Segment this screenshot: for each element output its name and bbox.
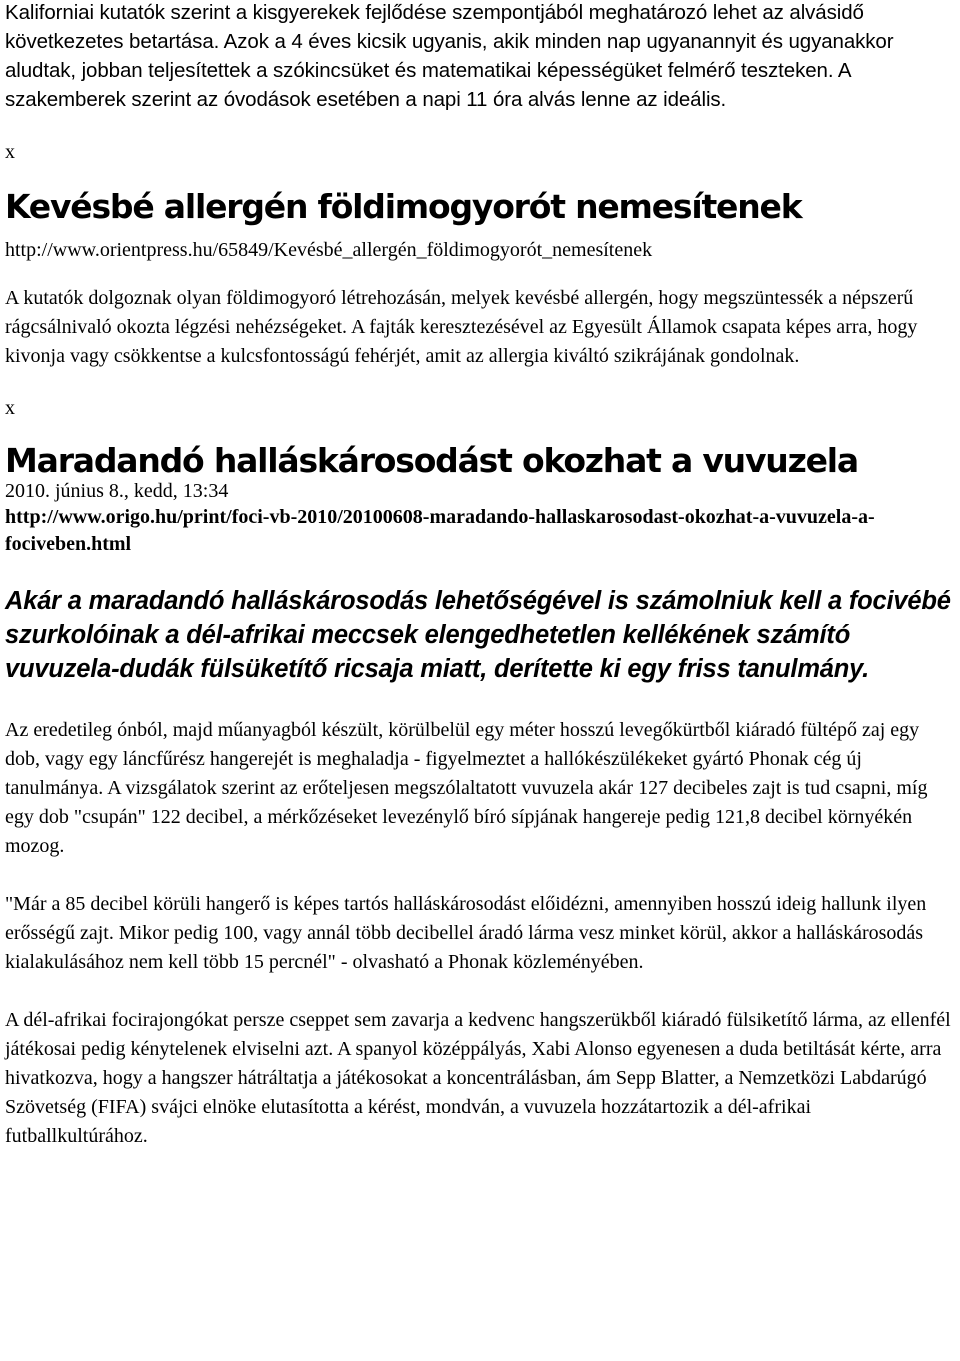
vuvuzela-paragraph-1: Az eredetileg ónból, majd műanyagból készült, körülbelül egy méter hosszú levegőkürtből kiáradó fültépő zaj egy dob, vagy egy láncfűrész hangerejét is meghaladja - figyelmeztet a hallókészülékeket gyártó Phonak cég új tanulmánya. A vizsgálatok szerint az erőteljesen megszólaltatott vuvuzela akár 127 decibeles zajt is tud csapni, míg egy dob "csupán" 122 decibel, a mérkőzéseket levezénylő bíró sípjának hangereje pedig 121,8 decibel környékén mozog.	[5, 719, 928, 857]
vuvuzela-article-title: Maradandó halláskárosodást okozhat a vuvuzela	[5, 441, 858, 480]
separator-x: x	[5, 397, 15, 419]
vuvuzela-paragraph-3: A dél-afrikai focirajongókat persze cseppet sem zavarja a kedvenc hangszerükből kiáradó fülsiketítő lárma, az ellenfél játékosai pedig kénytelenek elviselni azt. A spanyol középpályás, Xabi Alonso egyenesen a duda betiltását kérte, arra hivatkozva, hogy a hangszer hátráltatja a játékosokat a koncentrálásban, ám Sepp Blatter, a Nemzetközi Labdarúgó Szövetség (FIFA) svájci elnöke elutasította a kérést, mondván, a vuvuzela hozzátartozik a dél-afrikai futballkultúrához.	[5, 1009, 951, 1147]
document-page	[5, 0, 955, 1151]
vuvuzela-article-url[interactable]: http://www.origo.hu/print/foci-vb-2010/20100608-maradando-hallaskarosodast-okozhat-a-vuvuzela-a-fociveben.html	[5, 506, 875, 555]
peanut-article-url[interactable]: http://www.orientpress.hu/65849/Kevésbé_allergén_földimogyorót_nemesítenek	[5, 239, 653, 261]
sleep-article-text: Kaliforniai kutatók szerint a kisgyerekek fejlődése szempontjából meghatározó lehet az alvásidő következetes betartása. Azok a 4 éves kicsik ugyanis, akik minden nap ugyanannyit és ugyanakkor aludtak, jobban teljesítettek a szókincsüket és matematikai képességüket felmérő teszteken. A szakemberek szerint az óvodások esetében a napi 11 óra alvás lenne az ideális.	[5, 1, 894, 111]
separator-x: x	[5, 141, 15, 163]
vuvuzela-article-lead: Akár a maradandó halláskárosodás lehetőségével is számolniuk kell a focivébé szurkolóinak a dél-afrikai meccsek elengedhetetlen kellékének számító vuvuzela-dudák fülsüketítő ricsaja miatt, derítette ki egy friss tanulmány.	[5, 587, 951, 683]
vuvuzela-article-date: 2010. június 8., kedd, 13:34	[5, 480, 229, 502]
vuvuzela-paragraph-2: "Már a 85 decibel körüli hangerő is képes tartós halláskárosodást előidézni, amennyiben hosszú ideig hallunk ilyen erősségű zajt. Mikor pedig 100, vagy annál több decibellel áradó lárma vesz minket körül, akkor a halláskárosodás kialakulásához nem kell több 15 percnél" - olvasható a Phonak közleményében.	[5, 893, 927, 973]
peanut-article-body: A kutatók dolgoznak olyan földimogyoró létrehozásán, melyek kevésbé allergén, hogy megszüntessék a népszerű rágcsálnivaló okozta légzési nehézségeket. A fajták keresztezésével az Egyesült Államok csapata képes arra, hogy kivonja vagy csökkentse a kulcsfontosságú fehérjét, amit az allergia kiváltó szikrájának gondolnak.	[5, 287, 918, 367]
peanut-article-title: Kevésbé allergén földimogyorót nemesítenek	[5, 187, 802, 226]
